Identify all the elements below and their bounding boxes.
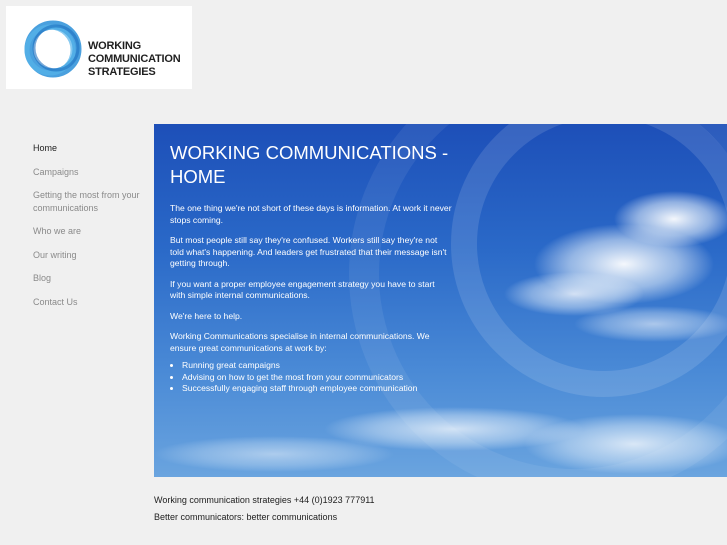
sidebar-nav: [33, 142, 143, 319]
page-title: WORKING COMMUNICATIONS - HOME: [170, 142, 449, 187]
intro-paragraph-5: Working Communications specialise in internal communications. We ensure great communications at work by:: [170, 331, 430, 353]
hero-panel: [154, 124, 727, 477]
logo-ring-icon: [23, 19, 83, 79]
main-content: [170, 141, 452, 395]
nav-item-our-writing[interactable]: Our writing: [33, 249, 77, 260]
footer-contact: Working communication strategies +44 (0)1923 777911: [154, 495, 375, 505]
footer-tagline: Better communicators: better communications: [154, 512, 338, 522]
nav-item-blog[interactable]: Blog: [33, 273, 52, 283]
nav-item-getting-the-most[interactable]: Getting the most from your communications: [33, 190, 140, 213]
intro-paragraph-4: We're here to help.: [170, 310, 243, 321]
logo-line-1: WORKING: [88, 40, 141, 52]
nav-item-campaigns[interactable]: Campaigns: [33, 166, 79, 177]
intro-paragraph-2: But most people still say they're confused. Workers still say they're not told what's happening. And leaders get frustrated that their message isn't getting through.: [170, 235, 447, 268]
nav-item-contact-us[interactable]: Contact Us: [33, 296, 78, 307]
footer: [154, 495, 375, 529]
list-item: • Successfully engaging staff through employee communication: [182, 383, 452, 395]
logo-line-3: STRATEGIES: [88, 66, 156, 78]
site-logo[interactable]: [6, 6, 192, 89]
logo-line-2: COMMUNICATION: [88, 53, 181, 65]
logo-text: [88, 40, 181, 79]
services-list: [170, 360, 452, 395]
list-item: • Advising on how to get the most from your communicators: [182, 372, 452, 384]
intro-paragraph-3: If you want a proper employee engagement strategy you have to start with simple internal communications.: [170, 278, 435, 300]
intro-paragraph-1: The one thing we're not short of these days is information. At work it never stops coming.: [170, 203, 452, 225]
nav-item-home[interactable]: Home: [33, 143, 58, 153]
list-item: • Running great campaigns: [182, 360, 452, 372]
nav-item-who-we-are[interactable]: Who we are: [33, 226, 82, 236]
